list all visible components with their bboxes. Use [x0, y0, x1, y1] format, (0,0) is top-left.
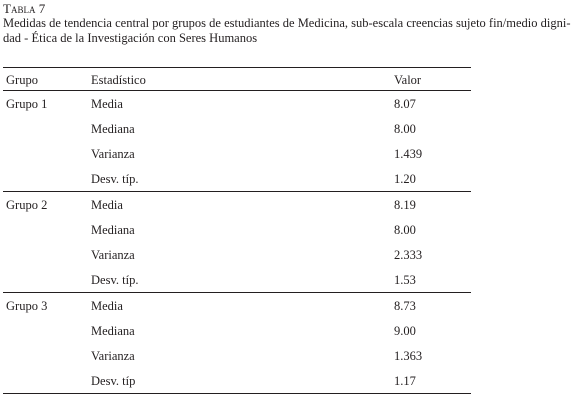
stat-value: 8.73 — [394, 299, 416, 313]
stat-value: 8.07 — [394, 97, 416, 111]
table-row — [3, 223, 471, 248]
stat-label: Media — [91, 299, 123, 313]
group-block-3 — [3, 293, 471, 393]
stat-value: 1.363 — [394, 349, 423, 363]
table-row — [3, 122, 471, 147]
statistics-table — [3, 67, 471, 394]
table-row — [3, 324, 471, 349]
stat-value: 1.20 — [394, 172, 416, 186]
stat-label: Media — [91, 97, 123, 111]
table-header-row — [3, 68, 471, 90]
header-grupo: Grupo — [6, 73, 38, 87]
stat-value: 8.19 — [394, 198, 416, 212]
table-row — [3, 248, 471, 273]
stat-label: Desv. típ — [91, 374, 136, 388]
stat-label: Mediana — [91, 223, 135, 237]
stat-value: 1.17 — [394, 374, 416, 388]
stat-label: Varianza — [91, 147, 135, 161]
table-title: Medidas de tendencia central por grupos de estudiantes de Medicina, sub-escala creencias sujeto fin/medio digni-dad - Ética de la Investigación con Seres Humanos — [3, 16, 571, 45]
stat-label: Mediana — [91, 122, 135, 136]
table-row — [3, 198, 471, 223]
stat-label: Varianza — [91, 349, 135, 363]
group-block-1 — [3, 91, 471, 191]
stat-value: 1.439 — [394, 147, 423, 161]
stat-value: 2.333 — [394, 248, 423, 262]
table-row — [3, 374, 471, 399]
table-row — [3, 299, 471, 324]
header-valor: Valor — [394, 73, 422, 87]
group-name: Grupo 2 — [6, 198, 48, 212]
header-estadistico: Estadístico — [91, 73, 146, 87]
table-number: Tabla 7 — [3, 1, 46, 16]
stat-value: 1.53 — [394, 273, 416, 287]
stat-value: 9.00 — [394, 324, 416, 338]
stat-value: 8.00 — [394, 122, 416, 136]
group-block-2 — [3, 192, 471, 292]
stat-label: Varianza — [91, 248, 135, 262]
table-row — [3, 349, 471, 374]
table-row — [3, 97, 471, 122]
stat-label: Desv. típ. — [91, 172, 139, 186]
stat-value: 8.00 — [394, 223, 416, 237]
group-name: Grupo 1 — [6, 97, 48, 111]
stat-label: Media — [91, 198, 123, 212]
group-name: Grupo 3 — [6, 299, 48, 313]
table-caption — [3, 2, 579, 46]
stat-label: Mediana — [91, 324, 135, 338]
table-row — [3, 147, 471, 172]
stat-label: Desv. típ. — [91, 273, 139, 287]
